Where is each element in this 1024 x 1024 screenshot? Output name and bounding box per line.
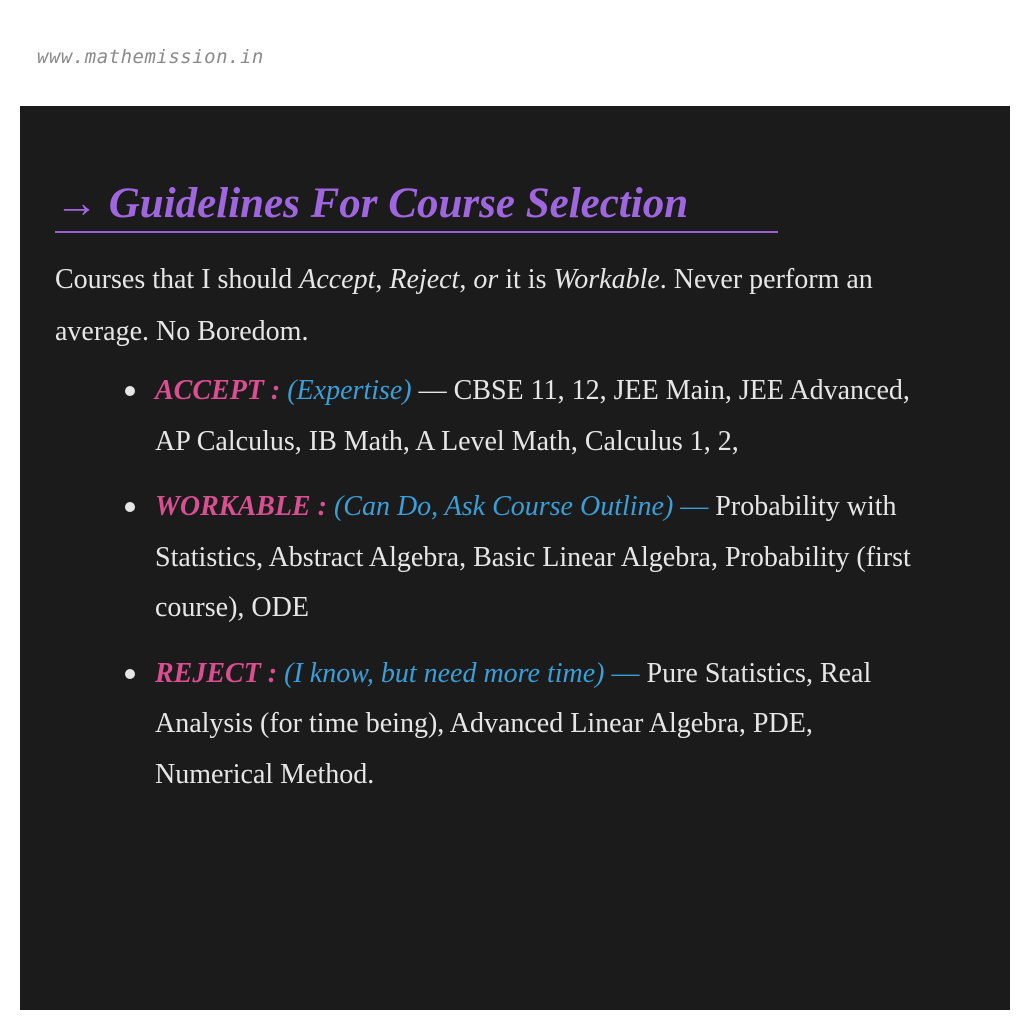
intro-paragraph [55,254,895,358]
item-text: Pure Statistics, Real Analysis (for time being), Advanced Linear Algebra, PDE, Numerical Method. [155,657,872,790]
item-text: Probability with Statistics, Abstract Algebra, Basic Linear Algebra, Probability (first course), ODE [155,491,911,623]
intro-text-1: Courses that I should [55,264,300,295]
item-note: (Can Do, Ask Course Outline) [333,491,674,522]
item-tag: WORKABLE : [155,491,327,522]
intro-workable: Workable [553,264,660,295]
list-item-reject [155,649,925,801]
item-note: (Expertise) [287,375,412,406]
list-item-accept [155,366,925,467]
item-tag: REJECT : [155,657,278,689]
intro-reject: Reject [389,264,460,295]
item-text: CBSE 11, 12, JEE Main, JEE Advanced, AP Calculus, IB Math, A Level Math, Calculus 1, 2, [155,375,910,457]
item-dash: — [411,375,454,406]
intro-text-5: . Never perform an average. No Boredom. [55,264,873,347]
intro-text-4: it is [498,264,554,295]
list-item-workable [155,482,925,634]
item-note: (I know, but need more time) [284,657,605,689]
bullet-icon [125,502,135,512]
item-dash: — [604,657,647,689]
course-list [155,366,925,815]
page-title: → Guidelines For Course Selection [55,180,778,233]
bullet-icon [125,669,135,679]
content-panel [20,106,1010,1010]
item-dash: — [673,491,716,522]
intro-text-2: , [375,264,390,295]
intro-text-3: , [459,264,474,295]
website-watermark: www.mathemission.in [37,46,264,68]
item-tag: ACCEPT : [155,375,281,406]
bullet-icon [125,386,135,396]
intro-or: or [473,264,499,295]
intro-accept: Accept [299,264,376,295]
